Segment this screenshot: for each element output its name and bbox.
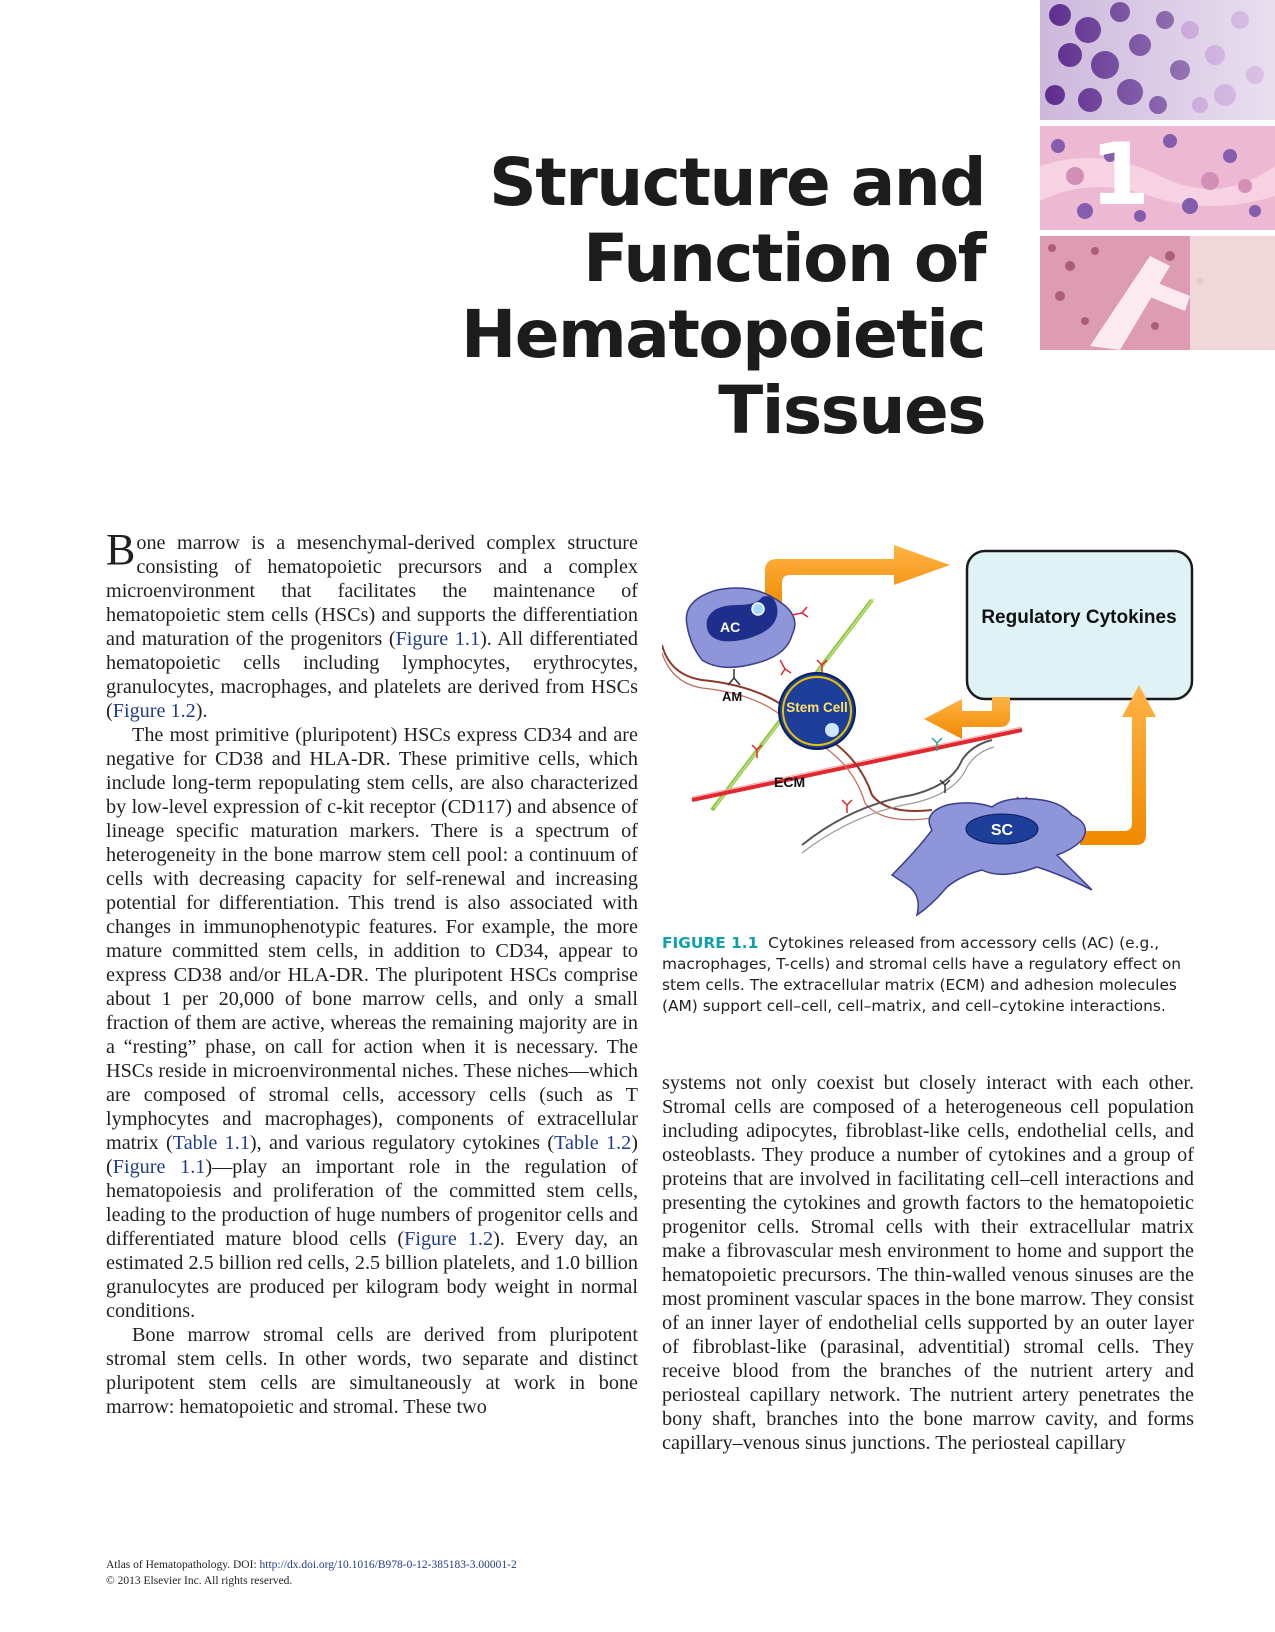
am-label: AM [722, 689, 743, 704]
caption-label: FIGURE 1.1 [662, 934, 759, 952]
figure-caption [662, 933, 1194, 1017]
table-1-2-link[interactable]: Table 1.2 [554, 1132, 632, 1154]
ecm-label: ECM [774, 774, 806, 790]
figure-1-2-link[interactable]: Figure 1.2 [112, 700, 196, 722]
footer-line-1: Atlas of Hematopathology. DOI: http://dx.doi.org/10.1016/B978-0-12-385183-3.00001-2 [106, 1559, 517, 1571]
sc-label: SC [990, 822, 1014, 839]
table-1-1-link[interactable]: Table 1.1 [172, 1132, 250, 1154]
figure-1-2-link[interactable]: Figure 1.2 [404, 1228, 494, 1250]
paragraph-4: systems not only coexist but closely interact with each other. Stromal cells are composed of a heterogeneous cell population including adipocytes, fibroblast-like cells, endothelial cells, and osteoblasts. They produce a number of cytokines and a group of proteins that are involved in facilitating cell–cell interactions and presenting the cytokines and growth factors to the hematopoietic progenitor cells. Stromal cells with their extracellular matrix make a fibrovascular mesh environment to home and support the hematopoietic precursors. The thin-walled venous sinuses are the most prominent vascular spaces in the bone marrow. They consist of an inner layer of endothelial cells supported by an outer layer of fibroblast-like (parasinal, adventitial) stromal cells. They receive blood from the branches of the nutrient artery and periosteal capillary network. The nutrient artery penetrates the bony shaft, branches into the bone marrow cavity, and forms capillary–venous sinus junctions. The periosteal capillary [662, 1072, 1194, 1454]
ac-label: AC [720, 619, 741, 635]
chapter-title-line-2: Function of [583, 220, 985, 297]
footer-copyright: © 2013 Elsevier Inc. All rights reserved. [106, 1575, 293, 1587]
figure-1-1-diagram [662, 545, 1202, 925]
caption-text: Cytokines released from accessory cells (AC) (e.g., macrophages, T-cells) and stromal cells have a regulatory effect on stem cells. The extracellular matrix (ECM) and adhesion molecules (AM) support cell–cell, cell–matrix, and cell–cytokine interactions. [662, 934, 1182, 1015]
paragraph-3: Bone marrow stromal cells are derived from pluripotent stromal stem cells. In other words, two separate and distinct pluripotent stem cells are simultaneously at work in bone marrow: hematopoietic and stromal. These two [106, 1324, 638, 1418]
stem-cell-label: Stem Cell [786, 700, 848, 715]
figure-1-1-link[interactable]: Figure 1.1 [112, 1156, 206, 1178]
right-column [662, 1071, 1194, 1455]
doi-link[interactable]: http://dx.doi.org/10.1016/B978-0-12-385183-3.00001-2 [259, 1559, 517, 1571]
micrograph-image-1 [1040, 0, 1275, 120]
drop-cap: B [106, 525, 136, 574]
micrograph-image-3 [1040, 236, 1275, 350]
chapter-title [225, 145, 985, 449]
chapter-title-line-1: Structure and [489, 144, 985, 221]
arrow-to-cytokines [765, 545, 950, 609]
left-column [106, 525, 639, 1419]
paragraph-2: The most primitive (pluripotent) HSCs express CD34 and are negative for CD38 and HLA-DR. These primitive cells, which include long-term repopulating stem cells, are also characterized by low-level expression of c-kit receptor (CD117) and absence of lineage specific maturation markers. There is a spectrum of heterogeneity in the bone marrow stem cell pool: a continuum of cells with decreasing capacity for self-renewal and increasing potential for differentiation. This trend is also associated with changes in immunophenotypic features. For example, the more mature committed stem cells, in addition to CD34, appear to express CD38 and/or HLA-DR. The pluripotent HSCs comprise about 1 per 20,000 of bone marrow cells, and only a small fraction of them are active, whereas the remaining majority are in a “resting” phase, on call for action when it is necessary. The HSCs reside in microenvironmental niches. These niches—which are composed of stromal cells, accessory cells (such as T lymphocytes and macrophages), components of extracellular matrix (Table 1.1), and various regulatory cytokines (Table 1.2) (Figure 1.1)—play an important role in the regulation of hematopoiesis and proliferation of the committed stem cells, leading to the production of huge numbers of progenitor cells and differentiated mature blood cells (Figure 1.2). Every day, an estimated 2.5 billion red cells, 2.5 billion platelets, and 1.0 billion granulocytes are produced per kilogram body weight in normal conditions. [106, 724, 638, 1322]
chapter-title-line-3: Hematopoietic Tissues [461, 296, 985, 449]
regulatory-cytokines-label: Regulatory Cytokines [981, 607, 1177, 628]
figure-1-1-link[interactable]: Figure 1.1 [395, 628, 481, 650]
arrow-from-stromal-cell [1080, 685, 1156, 845]
footer [106, 1557, 517, 1589]
paragraph-1: Bone marrow is a mesenchymal-derived complex structure consisting of hematopoietic precursors and a complex microenvironment that facilitates the maintenance of hematopoietic stem cells (HSCs) and supports the differentiation and maturation of the progenitors (Figure 1.1). All differentiated hematopoietic cells including lymphocytes, erythrocytes, granulocytes, macrophages, and platelets are derived from HSCs (Figure 1.2). [106, 525, 639, 722]
chapter-number: 1 [1090, 125, 1150, 225]
